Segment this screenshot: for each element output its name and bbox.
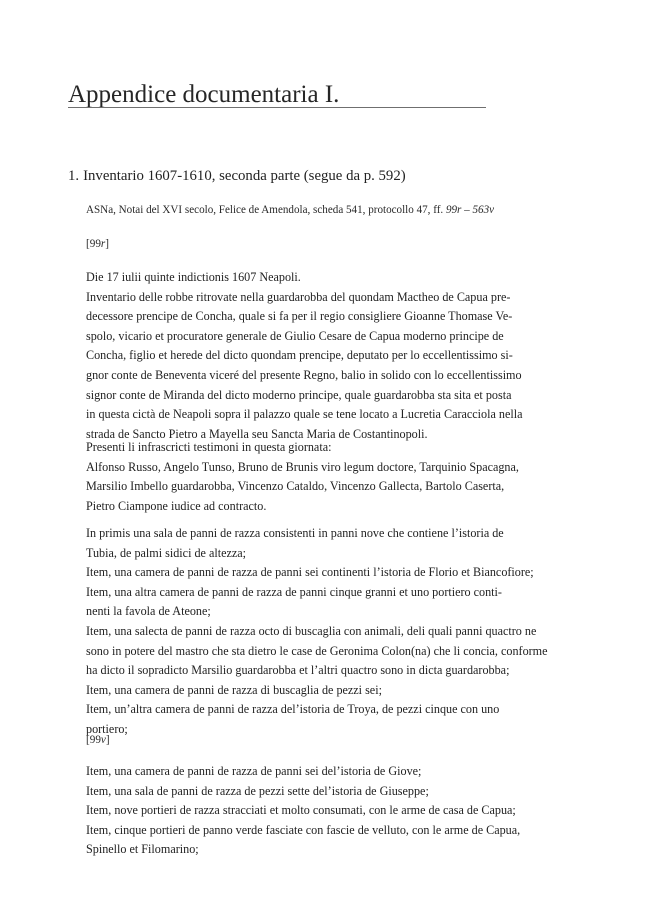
- text-line: Item, una camera de panni de razza de panni sei continenti l’istoria de Florio et Biancofiore;: [86, 565, 534, 580]
- text-line: signor conte de Miranda del dicto moderno principe, quale guardarobba sta sita et posta: [86, 387, 512, 402]
- archival-source-note: [86, 202, 494, 218]
- text-line: Item, una sala de panni de razza de pezzi sette del’istoria de Giuseppe;: [86, 783, 429, 798]
- source-folio-end: 563v: [472, 204, 495, 216]
- text-line: nenti la favola de Ateone;: [86, 604, 211, 619]
- text-line: Item, un’altra camera de panni de razza del’istoria de Troya, de pezzi cinque con uno: [86, 702, 500, 717]
- text-line: Item, nove portieri de razza stracciati et molto consumati, con le arme de casa de Capua;: [86, 803, 516, 818]
- text-line: Item, una camera de panni de razza de panni sei del’istoria de Giove;: [86, 764, 422, 778]
- source-archive: ASNa, Notai del XVI secolo, Felice de Amendola, scheda 541, protocollo 47, ff.: [86, 204, 446, 216]
- text-line: Item, una camera de panni de razza di buscaglia de pezzi sei;: [86, 682, 382, 697]
- document-paragraph: [86, 268, 523, 444]
- text-line: portiero;: [86, 721, 128, 736]
- section-heading: [68, 166, 406, 186]
- text-line: strada de Sancto Pietro a Mayella seu Sancta Maria de Costantinopoli.: [86, 426, 428, 441]
- text-line: decessore prencipe de Concha, quale si fa per il regio consigliere Gioanne Thomase Ve-: [86, 309, 513, 324]
- text-line: sono in potere del mastro che sta dietro le case de Geronima Colon(na) che li concia, conforme: [86, 643, 548, 658]
- text-line: ha dicto il sopradicto Marsilio guardarobba et l’altri quactro sono in dicta guardarobba;: [86, 663, 510, 678]
- text-line: Concha, figlio et herede del dicto quondam prencipe, deputato per lo eccellentissimo si-: [86, 348, 513, 363]
- chapter-title: Appendice documentaria I.: [68, 81, 340, 108]
- text-line: Presenti li infrascricti testimoni in questa giornata:: [86, 440, 332, 454]
- text-line: Marsilio Imbello guardarobba, Vincenzo Cataldo, Vincenzo Gallecta, Bartolo Caserta,: [86, 479, 505, 494]
- chapter-title-rule: [68, 107, 486, 108]
- folio-marker: [99r]: [86, 238, 110, 250]
- text-line: Pietro Ciampone iudice ad contracto.: [86, 498, 267, 513]
- section-number: 1.: [68, 168, 80, 184]
- section-title: Inventario 1607-1610, seconda parte (segue da p. 592): [83, 168, 406, 184]
- text-line: spolo, vicario et procuratore generale de Giulio Cesare de Capua moderno principe de: [86, 328, 504, 343]
- text-line: Item, una altra camera de panni de razza de panni cinque granni et uno portiero conti-: [86, 584, 502, 599]
- text-line: gnor conte de Beneventa viceré del presente Regno, balio in solido con lo eccellentissimo: [86, 367, 522, 382]
- text-line: Alfonso Russo, Angelo Tunso, Bruno de Brunis viro legum doctore, Tarquinio Spacagna,: [86, 459, 519, 474]
- source-folio-start: 99r: [445, 204, 462, 216]
- text-line: Inventario delle robbe ritrovate nella guardarobba del quondam Mactheo de Capua pre-: [86, 289, 511, 304]
- text-line: In primis una sala de panni de razza consistenti in panni nove che contiene l’istoria de: [86, 526, 504, 540]
- text-line: Spinello et Filomarino;: [86, 842, 199, 857]
- text-line: Item, cinque portieri de panno verde fasciate con fascie de velluto, con le arme de Capua,: [86, 822, 521, 837]
- document-paragraph: [86, 438, 519, 516]
- document-paragraph: [86, 762, 520, 860]
- text-line: Item, una salecta de panni de razza octo di buscaglia con animali, deli quali panni quactro ne: [86, 623, 537, 638]
- source-range-separator: –: [461, 204, 473, 216]
- folio-marker: [99v]: [86, 734, 110, 746]
- text-line: Tubia, de palmi sidici de altezza;: [86, 545, 247, 560]
- text-line: Die 17 iulii quinte indictionis 1607 Neapoli.: [86, 270, 301, 284]
- text-line: in questa cictà de Neapoli sopra il palazzo quale se tene locato a Lucretia Caracciola nella: [86, 407, 523, 422]
- document-paragraph: [86, 524, 548, 740]
